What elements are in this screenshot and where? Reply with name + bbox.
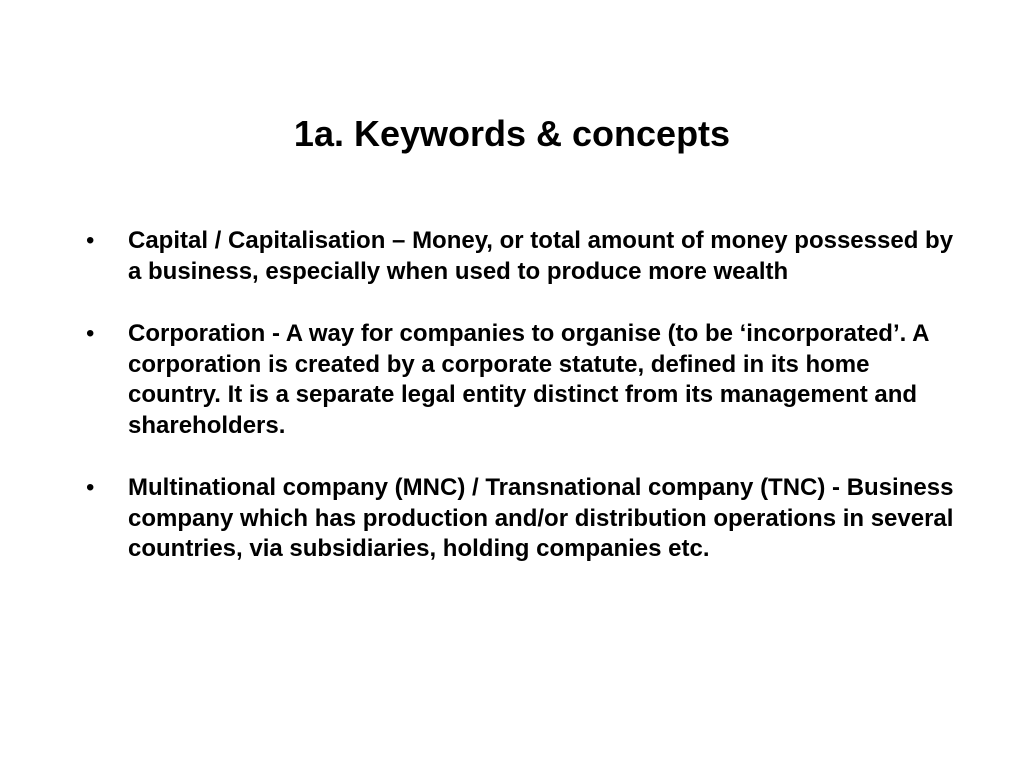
- bullet-text-corporation: Corporation - A way for companies to organise (to be ‘incorporated’. A corporation is created by a corporate statute, defined in its home country. It is a separate legal entity distinct from its management and shareholders.: [128, 320, 929, 439]
- bullet-item-multinational: [84, 473, 954, 565]
- bullet-dot-icon: •: [86, 474, 95, 501]
- bullet-item-corporation: [84, 319, 954, 441]
- bullet-list: [84, 226, 954, 597]
- bullet-text-multinational: Multinational company (MNC) / Transnational company (TNC) - Business company which has production and/or distribution operations in several countries, via subsidiaries, holding companies etc.: [128, 474, 954, 562]
- slide-title: 1a. Keywords & concepts: [293, 113, 731, 154]
- bullet-text-capital: Capital / Capitalisation – Money, or total amount of money possessed by a business, especially when used to produce more wealth: [128, 227, 954, 285]
- bullet-item-capital: [84, 226, 954, 287]
- bullet-dot-icon: •: [86, 320, 95, 347]
- bullet-dot-icon: •: [86, 227, 95, 254]
